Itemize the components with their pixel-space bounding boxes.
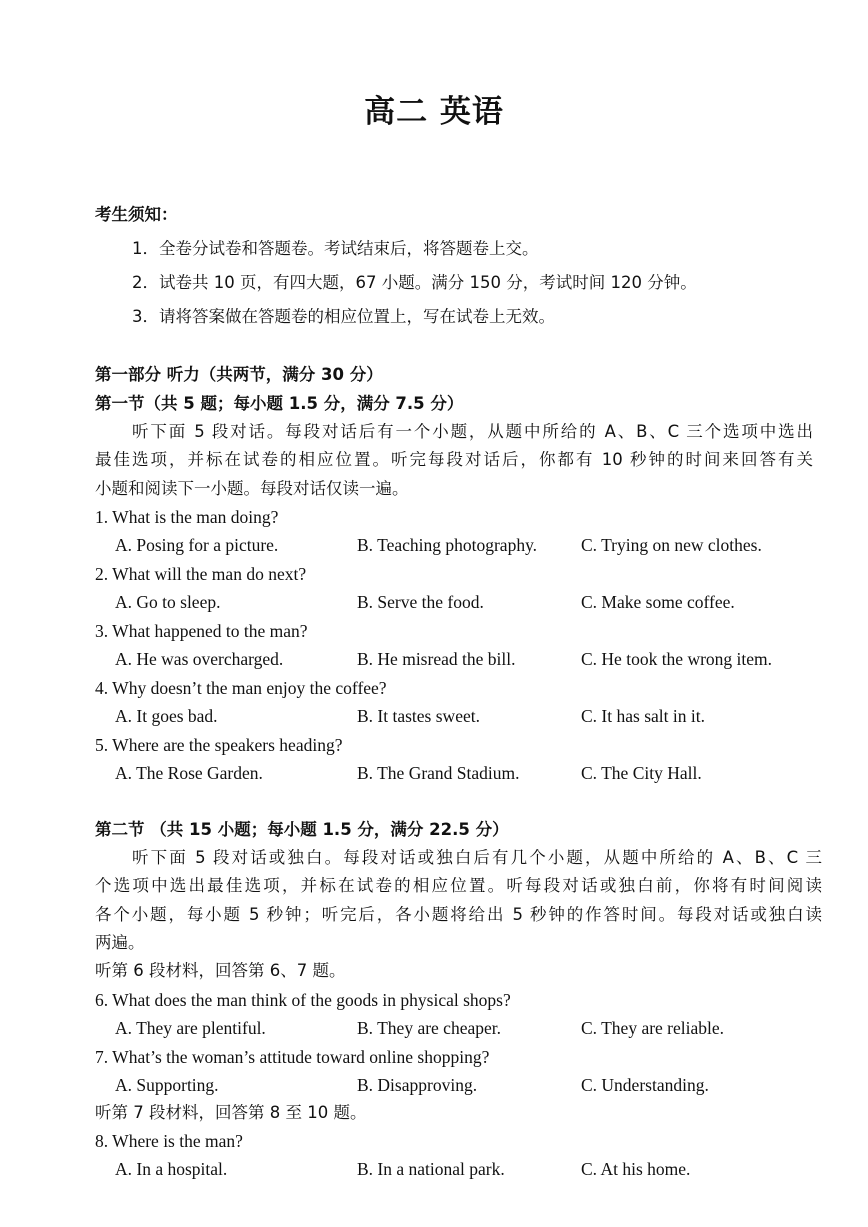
question-5-option-c: C. The City Hall. [581, 763, 702, 783]
question-8-option-c: C. At his home. [581, 1159, 691, 1179]
material-6-label: 听第 6 段材料，回答第 6、7 题。 [95, 961, 346, 980]
question-4-option-b: B. It tastes sweet. [357, 706, 480, 726]
question-2-option-a: A. Go to sleep. [115, 592, 221, 612]
question-8-option-b: B. In a national park. [357, 1159, 505, 1179]
question-6: 6. What does the man think of the goods in physical shops? [95, 990, 511, 1010]
question-1-option-a: A. Posing for a picture. [115, 535, 279, 555]
question-5-option-b: B. The Grand Stadium. [357, 763, 520, 783]
section1-heading: 第一节（共 5 题；每小题 1.5 分，满分 7.5 分） [95, 394, 464, 413]
question-4-option-a: A. It goes bad. [115, 706, 218, 726]
part1-heading: 第一部分 听力（共两节，满分 30 分） [95, 365, 383, 384]
question-1-option-b: B. Teaching photography. [357, 535, 538, 555]
question-5: 5. Where are the speakers heading? [95, 735, 343, 755]
section2-instruction-2: 个选项中选出最佳选项，并标在试卷的相应位置。听每段对话或独白前，你将有时间阅读 [95, 876, 822, 895]
question-1: 1. What is the man doing? [95, 507, 279, 527]
section2-heading: 第二节 （共 15 小题；每小题 1.5 分，满分 22.5 分） [95, 820, 509, 839]
question-5-option-a: A. The Rose Garden. [115, 763, 263, 783]
section2-instruction-3: 各个小题，每小题 5 秒钟；听完后，各小题将给出 5 秒钟的作答时间。每段对话或独白读 [95, 905, 822, 924]
notice-item-1: 1．全卷分试卷和答题卷。考试结束后，将答题卷上交。 [132, 239, 539, 258]
question-7: 7. What’s the woman’s attitude toward online shopping? [95, 1047, 490, 1067]
question-4: 4. Why doesn’t the man enjoy the coffee? [95, 678, 387, 698]
question-6-option-c: C. They are reliable. [581, 1018, 725, 1038]
question-3-option-c: C. He took the wrong item. [581, 649, 773, 669]
section1-instruction-2: 最佳选项，并标在试卷的相应位置。听完每段对话后，你都有 10 秒钟的时间来回答有关 [95, 450, 813, 469]
question-8-option-a: A. In a hospital. [115, 1159, 228, 1179]
question-2-option-c: C. Make some coffee. [581, 592, 735, 612]
notice-item-3: 3．请将答案做在答题卷的相应位置上，写在试卷上无效。 [132, 307, 555, 326]
notice-item-2: 2．试卷共 10 页，有四大题，67 小题。满分 150 分，考试时间 120 分钟。 [132, 273, 697, 292]
question-1-option-c: C. Trying on new clothes. [581, 535, 762, 555]
section2-instruction-4: 两遍。 [95, 933, 145, 952]
question-7-option-b: B. Disapproving. [357, 1075, 478, 1095]
question-2: 2. What will the man do next? [95, 564, 307, 584]
notice-heading: 考生须知： [95, 205, 178, 224]
question-3-option-a: A. He was overcharged. [115, 649, 284, 669]
section1-instruction-3: 小题和阅读下一小题。每段对话仅读一遍。 [95, 479, 409, 498]
question-6-option-a: A. They are plentiful. [115, 1018, 266, 1038]
question-8: 8. Where is the man? [95, 1131, 243, 1151]
question-3: 3. What happened to the man? [95, 621, 308, 641]
question-4-option-c: C. It has salt in it. [581, 706, 705, 726]
question-2-option-b: B. Serve the food. [357, 592, 484, 612]
question-6-option-b: B. They are cheaper. [357, 1018, 501, 1038]
material-7-label: 听第 7 段材料，回答第 8 至 10 题。 [95, 1103, 367, 1122]
section1-instruction-1: 听下面 5 段对话。每段对话后有一个小题，从题中所给的 A、B、C 三个选项中选出 [132, 422, 813, 441]
section2-instruction-1: 听下面 5 段对话或独白。每段对话或独白后有几个小题，从题中所给的 A、B、C 三 [132, 848, 822, 867]
page-title: 高二 英语 [364, 94, 504, 130]
question-7-option-c: C. Understanding. [581, 1075, 709, 1095]
question-7-option-a: A. Supporting. [115, 1075, 219, 1095]
question-3-option-b: B. He misread the bill. [357, 649, 516, 669]
